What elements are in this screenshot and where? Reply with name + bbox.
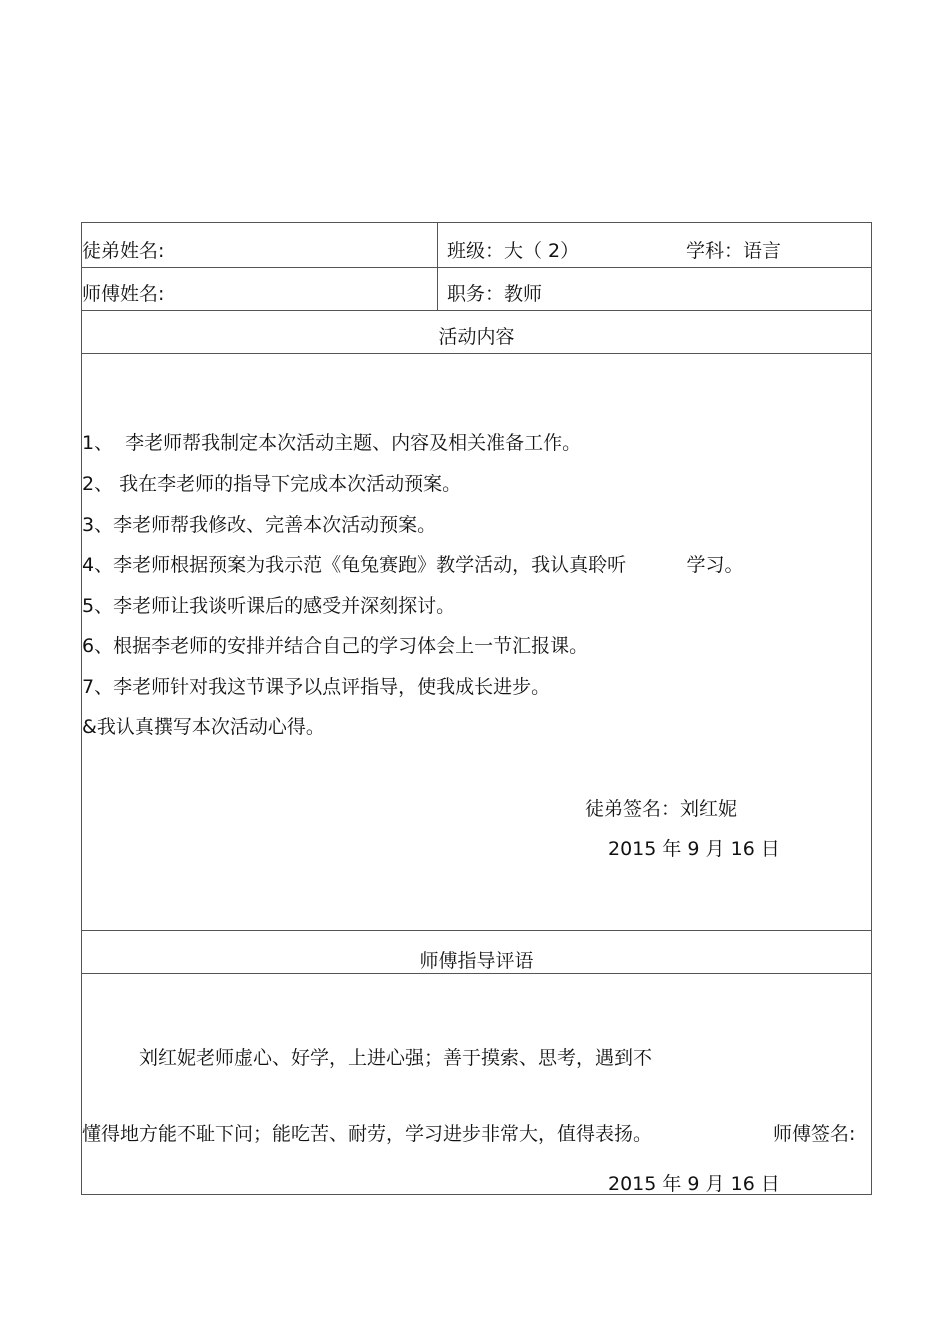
mentorship-record-table bbox=[81, 222, 872, 1195]
apprentice-signature: 徒弟签名：刘红妮 bbox=[585, 798, 738, 820]
activity-item: &我认真撰写本次活动心得。 bbox=[82, 716, 325, 738]
comment-line: 刘红妮老师虚心、好学，上进心强；善于摸索、思考，遇到不 bbox=[139, 1047, 653, 1069]
activity-heading: 活动内容 bbox=[438, 326, 515, 348]
class-label: 班级：大（ 2） bbox=[447, 240, 580, 262]
activity-item: 7、李老师针对我这节课予以点评指导，使我成长进步。 bbox=[82, 676, 551, 698]
comment-line: 懂得地方能不耻下问；能吃苦、耐劳，学习进步非常大，值得表扬。 bbox=[82, 1123, 653, 1145]
apprentice-name-label: 徒弟姓名: bbox=[82, 240, 165, 262]
mentor-signature: 师傅签名: bbox=[773, 1123, 856, 1145]
mentor-date: 2015 年 9 月 16 日 bbox=[608, 1173, 780, 1195]
activity-item: 6、根据李老师的安排并结合自己的学习体会上一节汇报课。 bbox=[82, 635, 589, 657]
apprentice-date: 2015 年 9 月 16 日 bbox=[608, 838, 780, 860]
column-divider bbox=[437, 223, 438, 310]
activity-item: 5、李老师让我谈听课后的感受并深刻探讨。 bbox=[82, 595, 456, 617]
activity-item: 1、 李老师帮我制定本次活动主题、内容及相关准备工作。 bbox=[82, 432, 582, 454]
subject-label: 学科：语言 bbox=[686, 240, 782, 262]
row-divider bbox=[82, 310, 871, 311]
row-divider bbox=[82, 353, 871, 354]
mentor-name-label: 师傅姓名: bbox=[82, 283, 165, 305]
position-label: 职务：教师 bbox=[447, 283, 543, 305]
row-divider bbox=[82, 267, 871, 268]
activity-item: 2、 我在李老师的指导下完成本次活动预案。 bbox=[82, 473, 462, 495]
comment-heading: 师傅指导评语 bbox=[419, 950, 534, 972]
row-divider bbox=[82, 973, 871, 974]
activity-item: 4、李老师根据预案为我示范《龟兔赛跑》教学活动，我认真聆听 学习。 bbox=[82, 554, 744, 576]
activity-item: 3、李老师帮我修改、完善本次活动预案。 bbox=[82, 514, 437, 536]
row-divider bbox=[82, 930, 871, 931]
